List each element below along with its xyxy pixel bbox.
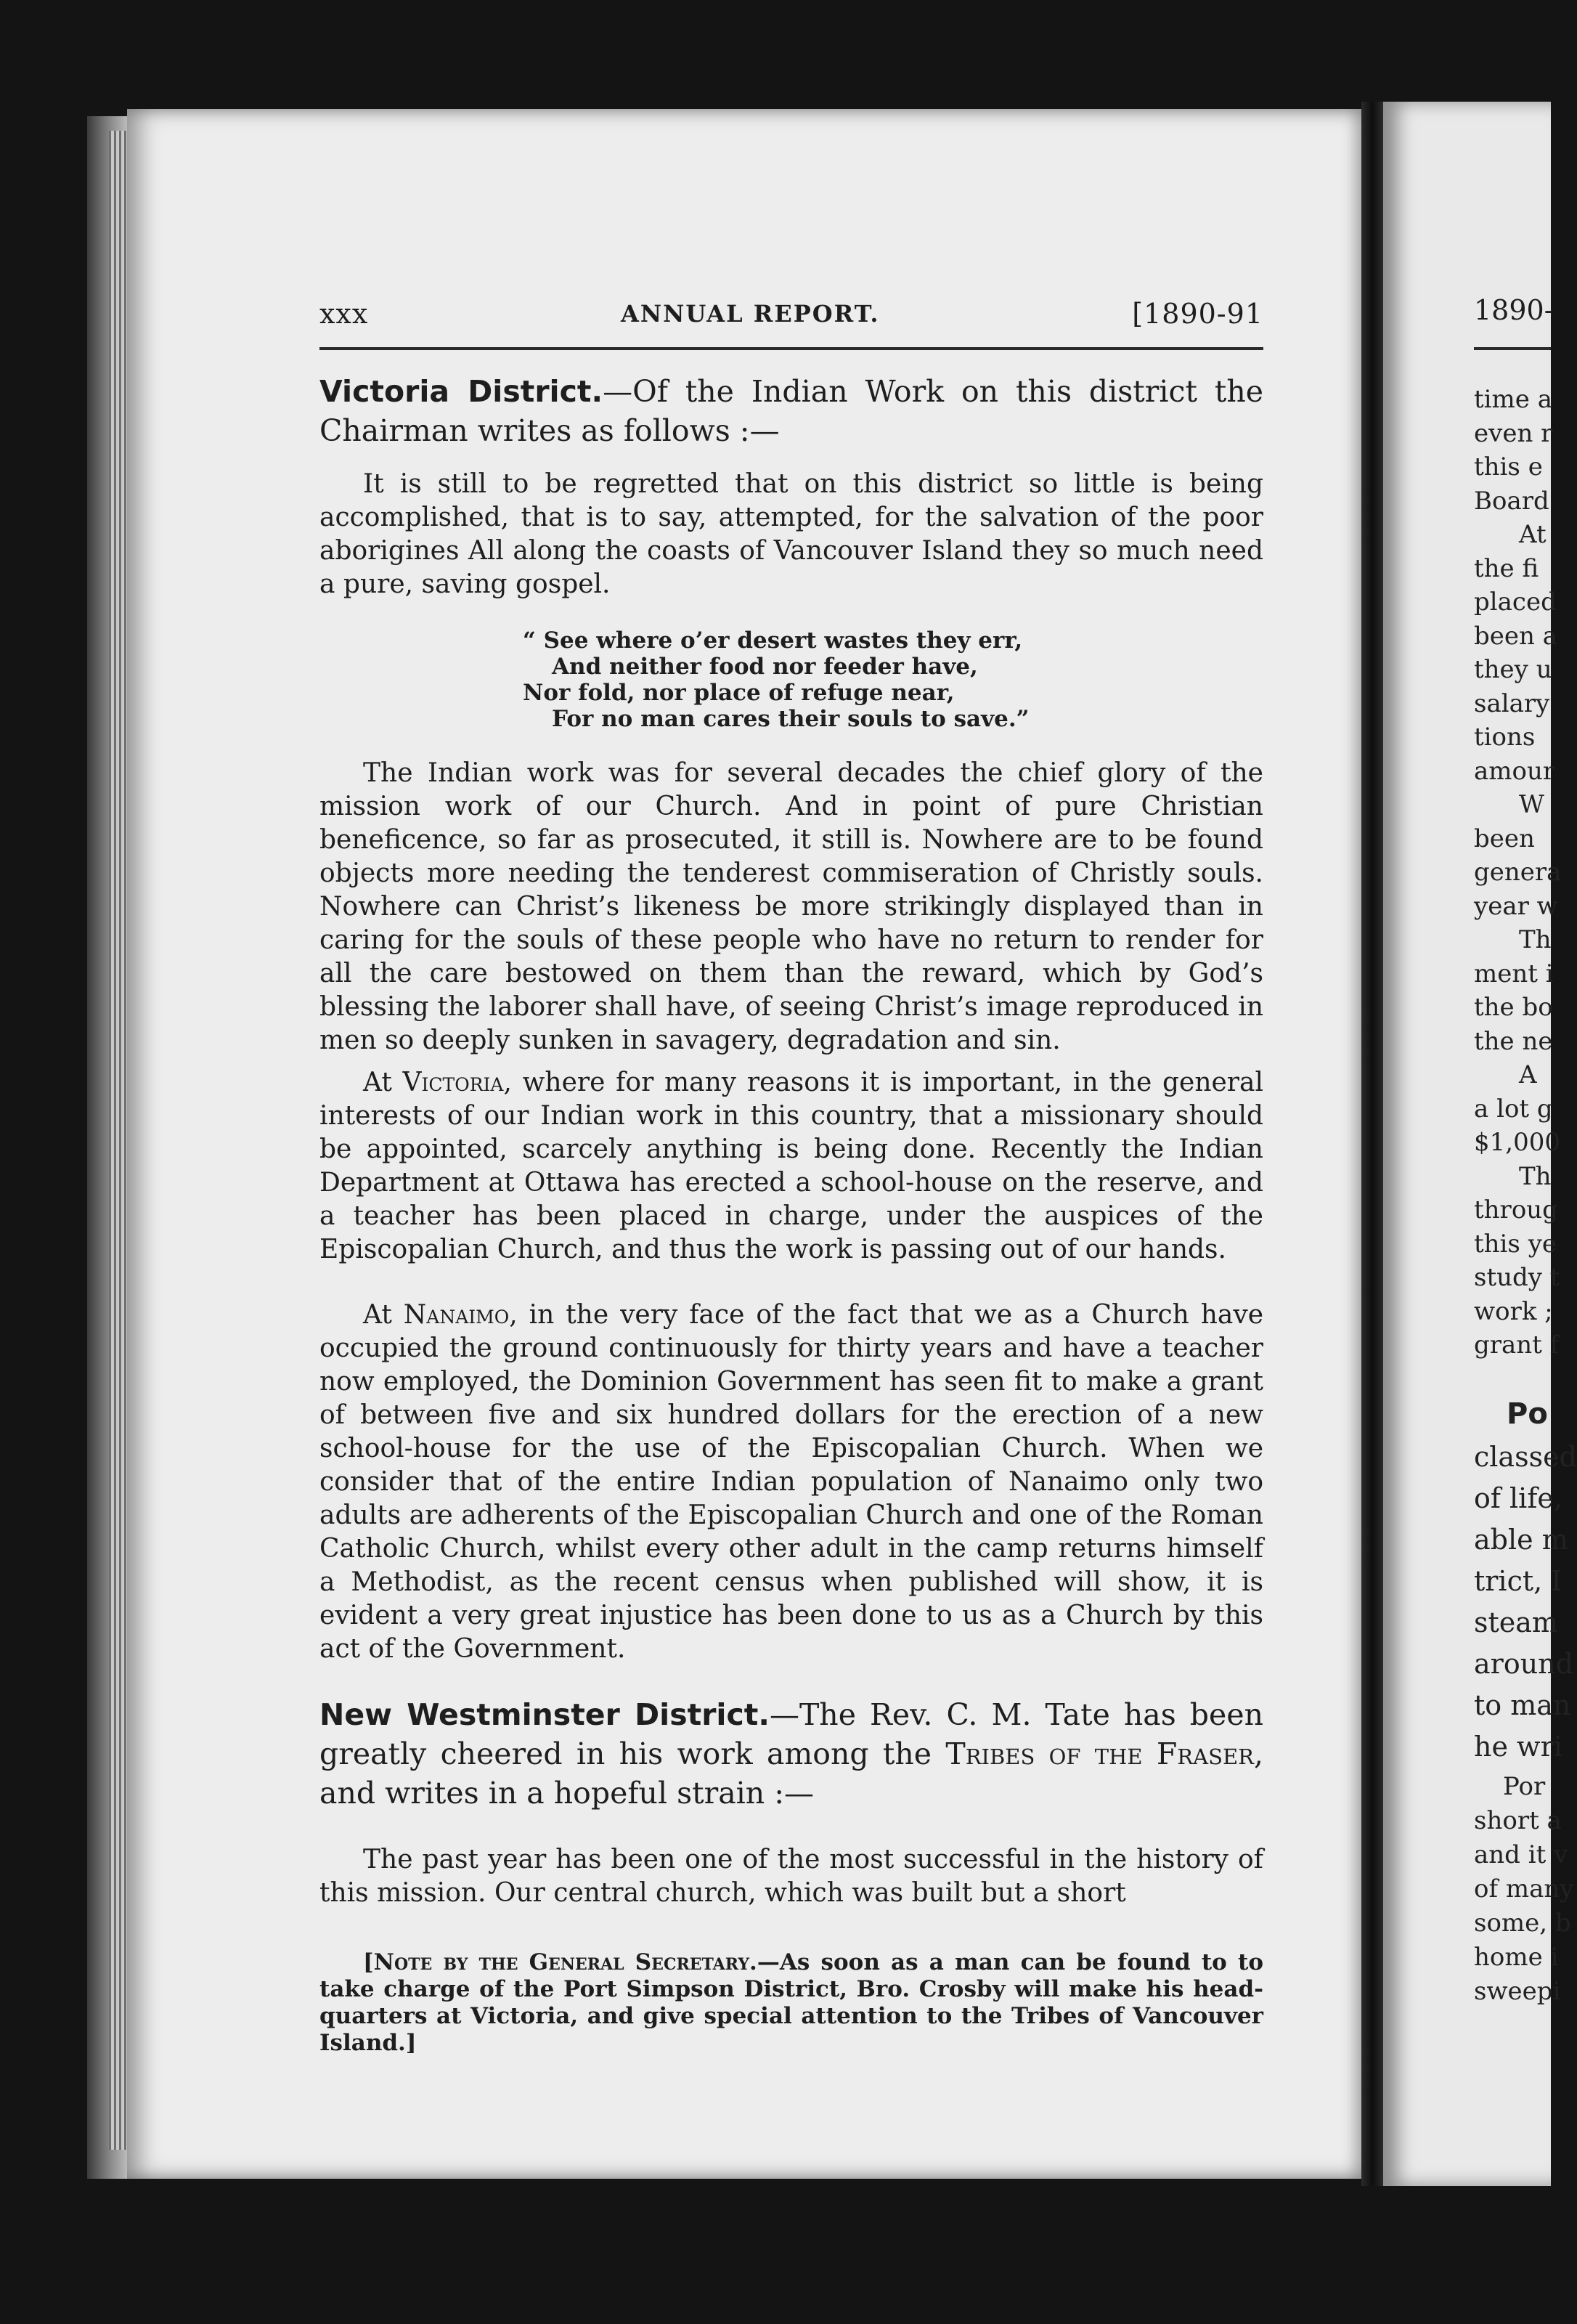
right-page-line: even r xyxy=(1474,418,1553,448)
right-page-line: this ye xyxy=(1474,1229,1557,1259)
right-page-line: Por xyxy=(1503,1772,1546,1801)
right-page-line: home i xyxy=(1474,1943,1559,1972)
right-page-line: Th xyxy=(1519,1161,1552,1191)
right-page-line: of many xyxy=(1474,1874,1574,1904)
right-page-line: grant f xyxy=(1474,1330,1560,1360)
right-page-line: and it v xyxy=(1474,1840,1568,1869)
right-page-line: A xyxy=(1519,1060,1537,1089)
right-page-line: a lot g xyxy=(1474,1094,1553,1124)
right-page-line: tions xyxy=(1474,723,1536,752)
note-text: —As soon as a man can be found to to take charge of the Port Simpson District, Bro. Crosby will make his head-quarters at Victoria, and give special attention to the Tribes of Vancouver Island.] xyxy=(319,1949,1263,2056)
victoria-paragraph-1: It is still to be regretted that on this district so little is being accomplished, that is to say, attempted, for the salvation of the poor aborigines All along the coasts of Vancouver Island they so much need a pure, saving gospel. xyxy=(319,469,1263,599)
running-head xyxy=(319,292,1263,336)
westminster-paragraph-1: The past year has been one of the most successful in the history of this mission. Our central church, which was built but a short xyxy=(319,1845,1263,1908)
right-running-head: 1890- xyxy=(1474,294,1554,326)
right-page-line: study t xyxy=(1474,1263,1560,1292)
right-page-line: work ; xyxy=(1474,1296,1553,1326)
poem-quote xyxy=(523,627,1104,732)
right-page-line: the bo xyxy=(1474,993,1553,1022)
paragraph-text: , where for many reasons it is important, in the general interests of our Indian work in this country, that a missionary should be appointed, scarcely anything is being done. Recently the Indian Department at Ottawa has erected a school-house on the reserve, and a teacher has been placed in charge, under the auspices of the Episcopalian Church, and thus the work is passing out of our hands. xyxy=(319,1068,1263,1264)
right-page-line: At xyxy=(1519,520,1547,549)
poem-line: For no man cares their souls to save.” xyxy=(552,706,1030,732)
right-page-line: genera xyxy=(1474,858,1562,887)
right-page-line: Th xyxy=(1519,925,1552,954)
poem-line: And neither food nor feeder have, xyxy=(552,654,978,680)
right-page-line: the ne xyxy=(1474,1026,1553,1056)
right-page-line: able m xyxy=(1474,1524,1568,1556)
right-page-line: trict, I xyxy=(1474,1565,1562,1597)
right-page-line: they u xyxy=(1474,655,1552,684)
paragraph-text: , in the very face of the fact that we as a Church have occupied the ground continuously for thirty years and have a teacher now employed, the Dominion Government has seen fit to make a grant of between five and six hundred dollars for the erection of a new school-house for the use of the Episcopalian Church. When we consider that of the entire Indian population of Nanaimo only two adults are adherents of the Episcopalian Church and one of the Roman Catholic Church, whilst every other adult in the camp returns himself a Methodist, as the recent census when published will show, it is evident a very great injustice has been done to us as a Church by this act of the Government. xyxy=(319,1300,1264,1664)
right-page-line: ment i xyxy=(1474,959,1554,988)
lead-word: At xyxy=(363,1300,404,1330)
westminster-district-title: New Westminster District. xyxy=(319,1697,770,1732)
right-page-heading: Po xyxy=(1507,1397,1548,1431)
right-page-line: this e xyxy=(1474,452,1543,482)
right-header-rule xyxy=(1474,347,1551,350)
right-page-line: year w xyxy=(1474,891,1558,921)
right-page-line: short a xyxy=(1474,1806,1562,1835)
right-page-line: $1,000 xyxy=(1474,1128,1560,1157)
victoria-district-title: Victoria District. xyxy=(319,374,603,409)
victoria-heading-rest: —Of the Indian Work on this district the Chairman writes as follows :— xyxy=(319,374,1263,448)
book-gutter xyxy=(1361,102,1383,2186)
right-page-line: time a xyxy=(1474,385,1552,414)
lead-word: At xyxy=(363,1068,403,1097)
right-page-line: to man xyxy=(1474,1689,1571,1721)
running-year: [1890-91 xyxy=(1132,298,1263,330)
victoria-heading xyxy=(319,372,1263,450)
place-nanaimo: Nanaimo xyxy=(403,1300,510,1330)
right-page-line: of life, xyxy=(1474,1482,1562,1514)
right-page-line: some, b xyxy=(1474,1909,1571,1938)
general-secretary-note xyxy=(319,1949,1263,2057)
running-title: ANNUAL REPORT. xyxy=(621,300,880,328)
right-page-line: amour xyxy=(1474,756,1555,786)
note-label: [Note by the General Secretary. xyxy=(363,1949,757,1975)
right-page-line: Board xyxy=(1474,486,1549,516)
right-page-line: sweepi xyxy=(1474,1977,1561,2006)
right-page-line: placed xyxy=(1474,588,1557,617)
right-page-line: salary xyxy=(1474,688,1550,718)
right-page-line: he wri xyxy=(1474,1731,1562,1763)
poem-line: Nor fold, nor place of refuge near, xyxy=(523,680,955,706)
right-page-line: the fi xyxy=(1474,553,1539,583)
poem-line: “ See where o’er desert wastes they err, xyxy=(523,627,1023,654)
westminster-heading xyxy=(319,1695,1263,1813)
right-page-line: throug xyxy=(1474,1195,1558,1224)
westminster-heading-end: , and writes in a hopeful strain :— xyxy=(319,1736,1263,1811)
right-page-line: around xyxy=(1474,1648,1573,1680)
victoria-paragraph-2: The Indian work was for several decades the chief glory of the mission work of our Church. And in point of pure Christian beneficence, so far as prosecuted, it still is. Nowhere are to be found objects more needing the tenderest commiseration of Christly souls. Nowhere can Christ’s likeness be more strikingly displayed than in caring for the souls of these people who have no return to render for all the care bestowed on them than the reward, which by God’s blessing the laborer shall have, of seeing Christ’s image reproduced in men so deeply sunken in savagery, degradation and sin. xyxy=(319,758,1263,1055)
right-page-line: been xyxy=(1474,824,1535,853)
westminster-heading-rest: —The Rev. C. M. Tate has been greatly cheered in his work among the xyxy=(319,1697,1263,1771)
header-rule xyxy=(319,347,1263,350)
tribes-of-the-fraser: Tribes of the Fraser xyxy=(945,1736,1254,1771)
place-victoria: Victoria xyxy=(402,1068,504,1097)
victoria-paragraph-3 xyxy=(319,1066,1263,1267)
right-page-line: W xyxy=(1519,790,1544,819)
right-page-line: been a xyxy=(1474,621,1557,651)
victoria-paragraph-4 xyxy=(319,1299,1263,1666)
folio: xxx xyxy=(319,298,369,330)
right-page-line: steam xyxy=(1474,1606,1558,1638)
right-page-line: classed xyxy=(1474,1441,1577,1473)
